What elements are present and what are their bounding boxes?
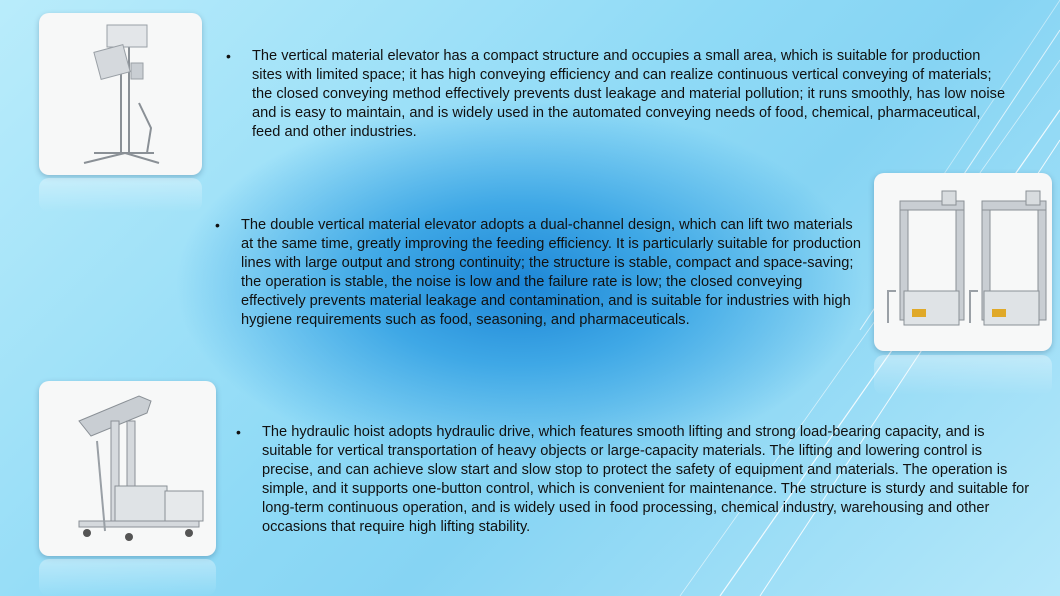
bullet-text: The double vertical material elevator adopts a dual-channel design, which can lift two materials at the same time, greatly improving the feeding efficiency. It is particularly suitable for production lines with large output and strong continuity; the structure is stable, compact and space-saving; the operation is stable, the noise is low and the failure rate is low; the closed conveying effectively prevents material leakage and contamination, and is suitable for industries with high hygiene requirements such as food, seasoning, and pharmaceuticals. xyxy=(241,217,861,328)
hydraulic-hoist-illustration xyxy=(39,381,216,556)
bullet-marker: • xyxy=(236,424,241,440)
bullet-item xyxy=(236,423,1036,537)
bullet-marker: • xyxy=(226,48,231,64)
bullet-marker: • xyxy=(215,217,220,233)
double-elevator-photo xyxy=(874,173,1052,351)
photo-reflection xyxy=(874,355,1052,395)
double-elevator-illustration xyxy=(874,173,1052,351)
photo-reflection xyxy=(39,178,202,212)
vertical-elevator-illustration xyxy=(39,13,202,175)
bullet-text: The vertical material elevator has a compact structure and occupies a small area, which is suitable for production sites with limited space; it has high conveying efficiency and can realize continuous vertical conveying of materials; the closed conveying method effectively prevents dust leakage and material pollution; it runs smoothly, has low noise and is easy to maintain, and is widely used in the automated conveying needs of food, chemical, pharmaceutical, feed and other industries. xyxy=(252,48,1006,140)
vertical-elevator-photo xyxy=(39,13,202,175)
bullet-item xyxy=(215,216,865,330)
photo-reflection xyxy=(39,559,216,596)
hydraulic-hoist-photo xyxy=(39,381,216,556)
bullet-text: The hydraulic hoist adopts hydraulic drive, which features smooth lifting and strong load-bearing capacity, and is suitable for vertical transportation of heavy objects or large-capacity materials. The lifting and lowering control is precise, and can achieve slow start and slow stop to protect the safety of equipment and materials. The operation is simple, and it supports one-button control, which is convenient for maintenance. The structure is sturdy and suitable for long-term continuous operation, and is widely used in food processing, chemical industry, warehousing and other occasions that require high lifting stability. xyxy=(262,424,1030,535)
bullet-item xyxy=(226,47,1006,142)
